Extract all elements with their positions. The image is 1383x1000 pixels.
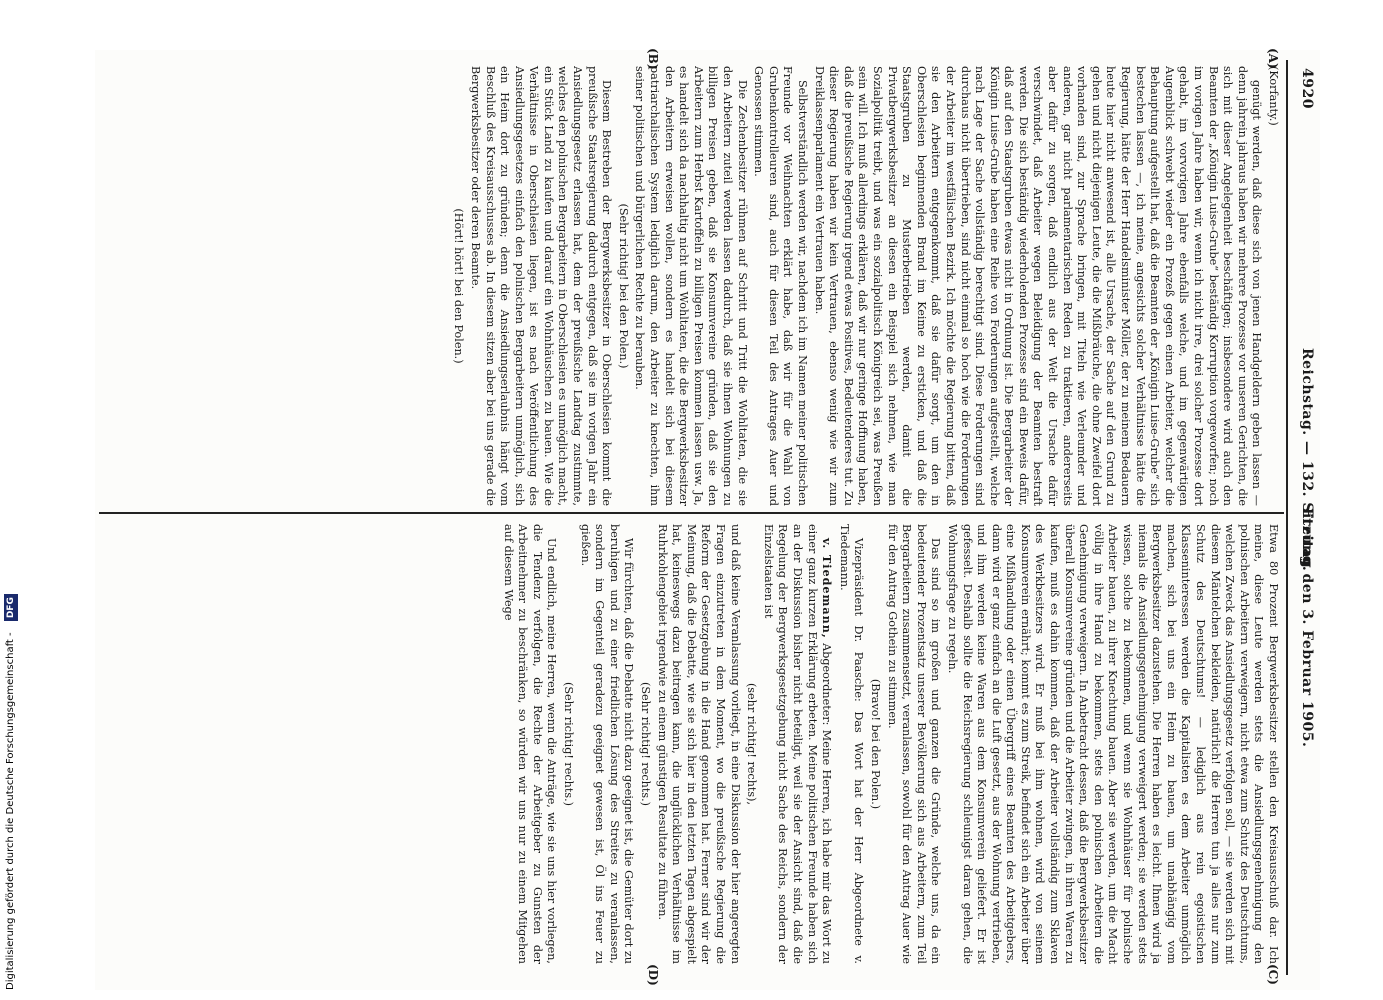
page-number: 4920: [1299, 68, 1315, 109]
vice-president-line: Vizepräsident Dr. Paasche: Das Wort hat der Herr Abgeordnete v. Tiedemann.: [837, 524, 866, 964]
credit-text: Digitalisierung gefördert durch die Deutsche Forschungsgemeinschaft -: [5, 632, 16, 990]
digitization-credit: [4, 0, 18, 1000]
interjection: (Hört! hört! bei den Polen.): [452, 208, 466, 364]
column-divider: [99, 512, 1284, 514]
paragraph: Selbstverständlich werden wir, nachdem ich im Namen meiner politischen Freunde vor Weihnachten erklärt habe, daß wir für die Wahl von Grubenkontrolleuren sind, auch für diesen Teil des Antrages Auer und Genossen stimmen.: [752, 66, 809, 506]
paragraph: Die Zechenbesitzer rühmen auf Schritt und Tritt die Wohltaten, die sie den Arbeitern zuteil werden lassen dadurch, daß sie ihnen Wohnungen zu billigen Preisen geben, daß sie Konsumvereine gründen, daß sie den Arbeitern zum Herbst Kartoffeln zu billigen Preisen kommen lassen usw. Ja, es handelt sich da nachhaltig nicht um Wohltaten, die die Bergwerksbesitzer den Arbeitern erweisen wollen, sondern es handelt sich bei diesem patriarchalischen System lediglich darum, den Arbeiter zu knechten, ihm seiner politischen und bürgerlichen Rechte zu berauben.: [633, 66, 749, 506]
margin-mark-c: (C): [1266, 964, 1280, 985]
paragraph: und daß keine Veranlassung vorliegt, in eine Diskussion der hier angeregten Fragen einzutreten in dem Moment, wo die preußische Regierung die Reform der Gesetzgebung in die Hand genommen hat. Ferner sind wir der Meinung, daß die Debatte, wie sie sich hier in den letzten Tagen abgespielt hat, keineswegs dazu beitragen kann, die unglücklichen Verhältnisse im Ruhrkohlengebiet irgendwie zu einem günstigen Resultate zu führen.: [655, 524, 742, 964]
paragraph: Das sind so im großen und ganzen die Gründe, welche uns, da ein bedeutender Prozentsatz unserer Bevölkerung sich aus Arbeitern, zum Teil Bergarbeitern zusammensetzt, veranlassen, sowohl für den Antrag Auer wie für den Antrag Gothein zu stimmen.: [885, 524, 943, 964]
right-column: [498, 524, 1280, 964]
header-rule: [1286, 60, 1288, 975]
interjection: (Sehr richtig! rechts.): [562, 681, 576, 807]
margin-mark-b: (B): [646, 48, 660, 70]
left-column: [449, 66, 1280, 506]
interjection: (Sehr richtig! rechts.): [639, 681, 653, 807]
speaker-text: Abgeordneter: Meine Herren, ich habe mir das Wort zu einer ganz kurzen Erklärung erbeten. Meine politischen Freunde haben sich an der Diskussion bisher nicht beteiligt, weil sie der Ansicht sind, daß die Regelung der Bergwerksgesetzgebung nicht Sache des Reichs, sondern der Einzelstaaten ist: [761, 524, 834, 965]
page-header: [1290, 68, 1314, 968]
speaker-name: v. Tiedemann,: [820, 538, 835, 639]
paragraph: Diesem Bestreben der Bergwerksbesitzer in Oberschlesien kommt die preußische Staatsregierung dadurch entgegen, daß sie im vorigen Jahr ein Ansiedlungsgesetz erlassen hat, dem der preußische Landtag zustimmte, welches den polnischen Bergarbeitern in Oberschlesien es unmöglich macht, ein Stück Land zu kaufen und darauf ein Wohnhäuschen zu bauen. Wie die Verhältnisse in Oberschlesien liegen, ist es nach Veröffentlichung des Ansiedlungsgesetzes einfach den polnischen Bergarbeitern unmöglich, sich ein Heim dort zu gründen; denn die Ansiedlungserlaubnis hängt vom Beschluß des Kreisausschusses ab. In diesem sitzen aber bei uns gerade die Bergwerksbesitzer oder deren Beamte.: [468, 66, 614, 506]
paragraph: Wir fürchten, daß die Debatte nicht dazu geeignet ist, die Gemüter dort zu beruhigen und zu einer friedlichen Lösung des Streites zu veranlassen, sondern im Gegenteil geradezu geeignet gewesen ist, Öl ins Feuer zu gießen.: [578, 524, 636, 964]
page-title: Reichstag. — 132. Sitzung.: [1299, 348, 1315, 572]
speaker-continuation: (Korfanty.): [1267, 66, 1280, 126]
dfg-logo: DFG: [4, 594, 18, 621]
rotated-page: [95, 50, 1320, 990]
scanned-page: [95, 50, 1320, 990]
margin-mark-a: (A): [1266, 48, 1280, 69]
interjection: (Bravo! bei den Polen.): [868, 678, 882, 810]
paragraph: Etwa 80 Prozent Bergwerksbesitzer stellen den Kreisausschuß dar. Ich meine, diese Leute werden stets die Ansiedlungsgenehmigung den polnischen Arbeitern verweigern, nicht etwa zum Schutz des Deutschtums, welchen Zweck das Ansiedlungsgesetz verfolgen soll, — sie werden sich mit diesem Mäntelchen bekleiden, natürlich! die Herren tun ja alles nur zum Schutz des Deutschtums! — lediglich aus rein egoistischen Klasseninteressen werden die Kapitalisten es dem Arbeiter unmöglich machen, sich bei uns ein Heim zu bauen, um unabhängig vom Bergwerksbesitzer dazustehen. Die Herren haben es leicht. Ihnen wird ja niemals die Ansiedlungsgenehmigung verweigert werden; sie werden stets wissen, solche zu bekommen, und wenn sie Wohnhäuser für polnische Arbeiter bauen, zu ihrer Knechtung bauen. Aber sie werden, um die Macht völlig in ihre Hand zu bekommen, stets den polnischen Arbeitern die Genehmigung verweigern. In Anbetracht dessen, daß die Bergwerksbesitzer überall Konsumvereine gründen und die Arbeiter zwingen, in ihren Waren zu kaufen, muß es dahin kommen, daß der Arbeiter vollständig zum Sklaven des Werkbesitzers wird. Er muß bei ihm wohnen, wird von seinem Konsumverein ernährt; kommt es zum Streik, befindet sich ein Arbeiter über eine Mißhandlung oder einen Übergriff eines Beamten des Arbeitgebers, dann wird er ganz einfach an die Luft gesetzt, aus der Wohnung vertrieben, und ihm werden keine Waren aus dem Konsumverein geliefert. Er ist gefesselt. Deshalb sollte die Reichsregierung schleunigst daran gehen, die Wohnungsfrage zu regeln.: [945, 524, 1280, 964]
paragraph: Und endlich, meine Herren, wenn die Anträge, wie sie uns hier vorliegen, die Tendenz verfolgen, die Rechte der Arbeitgeber zu Gunsten der Arbeitnehmer zu beschränken, so würden wir uns nur zu einem Mitgehen auf diesem Wege: [501, 524, 559, 964]
speaker-paragraph: [760, 524, 834, 964]
paragraph: genügt werden, daß diese sich von jenen Handgeldern geben lassen — denn jahrein jahraus haben wir mehrere Prozesse vor unseren Gerichten, die sich mit dieser Angelegenheit beschäftigen; insbesondere wird auch den Beamten der „Königin Luise-Grube“ beständig Korruption vorgeworfen; noch im vorigen Jahre haben wir, wenn ich nicht irre, drei solcher Prozesse dort gehabt, im vorvorigen Jahre ebenfalls welche, und im gegenwärtigen Augenblick schwebt wieder ein Prozeß gegen einen Arbeiter, welcher die Behauptung aufgestellt hat, daß die Beamten der „Königin Luise-Grube“ sich bestechen lassen —, ich meine, angesichts solcher Verhältnisse hätte die Regierung, hätte der Herr Handelsminister Möller, der zu meinem Bedauern heute hier nicht anwesend ist, alle Ursache, der Sache auf den Grund zu gehen und nicht diejenigen Leute, die die Mißbräuche, die ohne Zweifel dort vorhanden sind, zur Sprache bringen, mit Titeln wie Verleumder und anderen, gar nicht parlamentarischen Reden zu traktieren, andererseits aber dafür zu sorgen, daß endlich aus der Welt die Ursache dafür verschwindet, daß Arbeiter wegen Beleidigung der Beamten bestraft werden. Die sich beständig wiederholenden Prozesse sind ein Beweis dafür, daß auf den Staatsgruben etwas nicht in Ordnung ist. Die Bergarbeiter der Königin Luise-Grube haben eine Reihe von Forderungen aufgestellt, welche nach Lage der Sache vollständig berechtigt sind. Diese Forderungen sind durchaus nicht übertrieben, sind nicht einmal so hoch wie die Forderungen der Arbeiter im westfälischen Bezirk. Ich möchte die Regierung bitten, daß sie den Arbeitern entgegenkommt, daß sie dafür sorgt, um den in Oberschlesien beginnenden Brand im Keime zu ersticken, und daß die Staatsgruben zu Musterbetrieben werden, damit die Privatbergwerksbesitzer an diesen ein Beispiel sich nehmen, wie man Sozialpolitik treibt, und was ein sozialpolitisch Königreich sei, was Preußen sein will. Ich muß allerdings erklären, daß wir nur geringe Hoffnung haben, daß die preußische Regierung irgend etwas Positives, Bedeutenderes tut. Zu dieser Regierung haben wir kein Vertrauen, ebenso wenig wie wir zum Dreiklassenparlament ein Vertrauen haben.: [812, 66, 1264, 506]
margin-mark-d: (D): [646, 964, 660, 986]
interjection: (Sehr richtig! bei den Polen.): [616, 203, 630, 369]
interjection: (sehr richtig! rechts),: [745, 682, 759, 806]
page-date: Freitag den 3. Februar 1905.: [1299, 508, 1315, 748]
